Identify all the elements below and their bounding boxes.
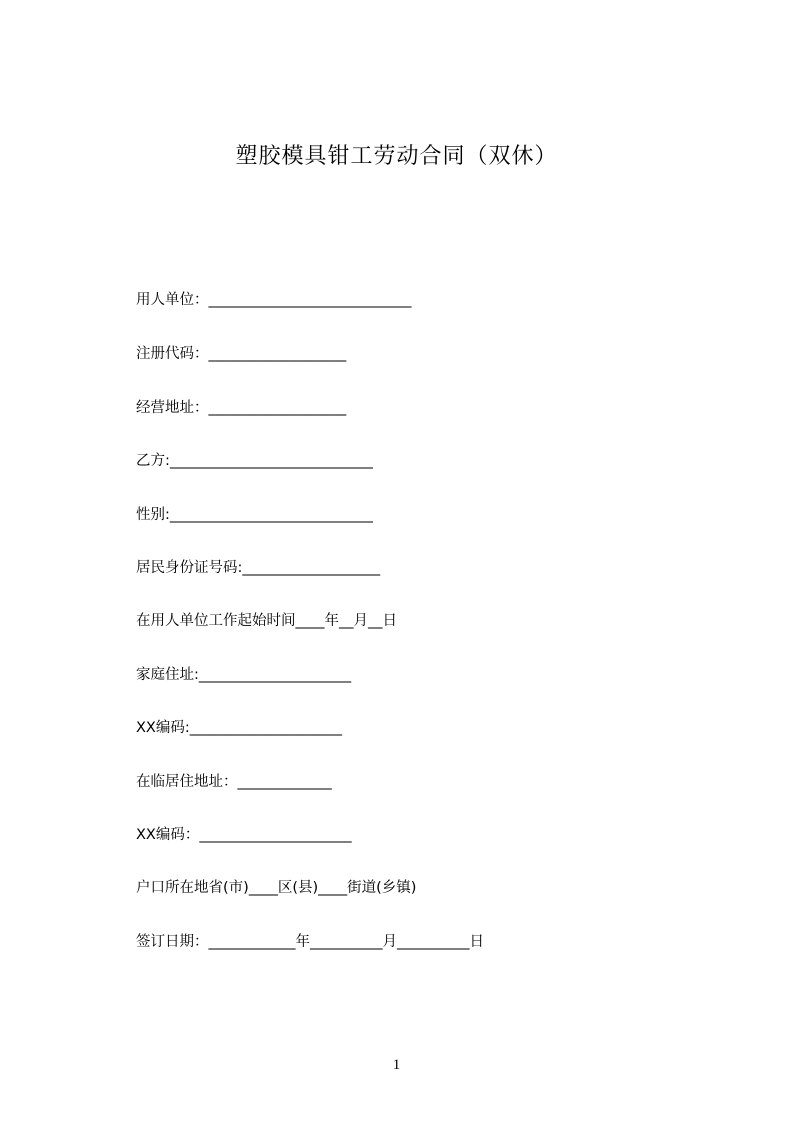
household-registration-field: 户口所在地省(市)____区(县)____街道(乡镇) (136, 880, 417, 896)
document-title: 塑胶模具钳工劳动合同（双休） (235, 144, 558, 169)
temporary-address-field: 在临居住地址：_____________ (136, 774, 332, 790)
temporary-postal-code-field: XX编码：_____________________ (136, 827, 352, 843)
employer-field: 用人单位：____________________________ (136, 292, 412, 308)
signing-date-field: 签订日期：____________年__________月__________日 (136, 934, 484, 950)
party-b-field: 乙方:____________________________ (136, 453, 373, 469)
employment-start-field: 在用人单位工作起始时间____年__月__日 (136, 613, 397, 629)
postal-code-field: XX编码:_____________________ (136, 720, 343, 736)
registration-code-field: 注册代码：___________________ (136, 346, 347, 362)
business-address-field: 经营地址：___________________ (136, 400, 347, 416)
page-number: 1 (392, 1057, 401, 1073)
gender-field: 性别:____________________________ (136, 507, 373, 523)
id-number-field: 居民身份证号码:___________________ (136, 560, 381, 576)
home-address-field: 家庭住址:_____________________ (136, 667, 352, 683)
